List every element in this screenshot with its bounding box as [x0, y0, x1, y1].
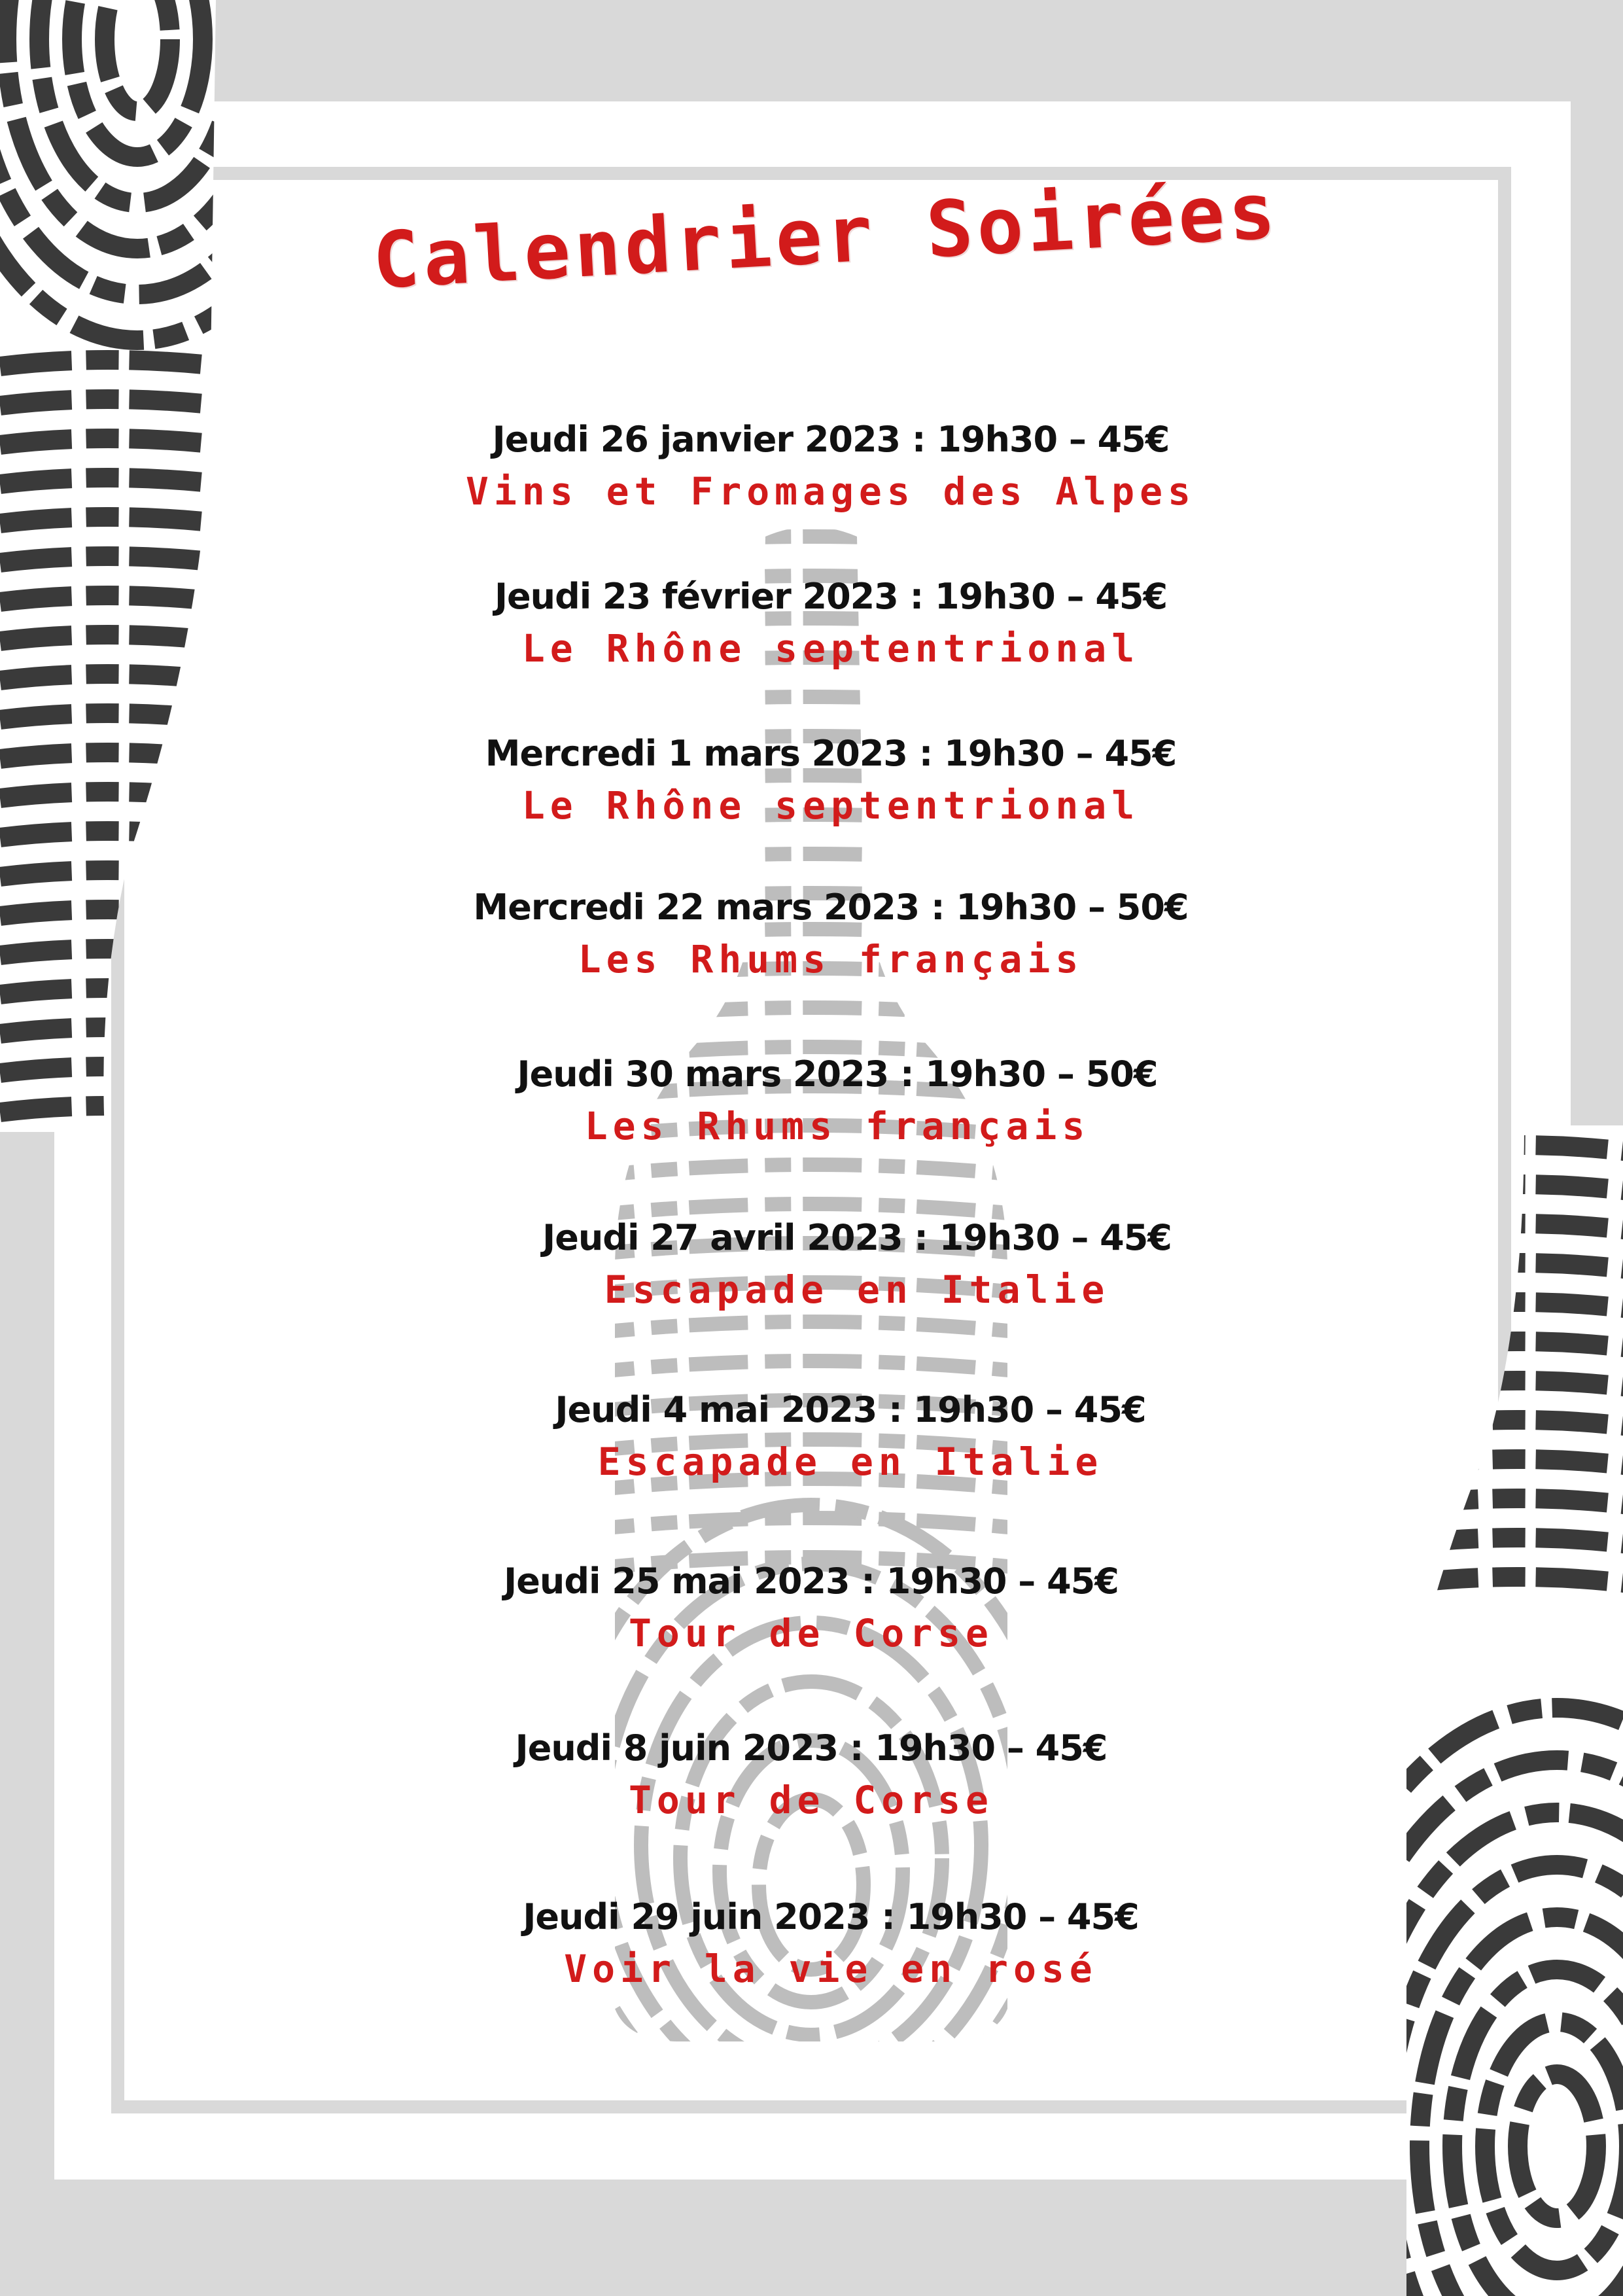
fingerprint-decoration-bottom-right [1406, 1125, 1623, 2296]
event-theme: Les Rhums français [578, 937, 1084, 981]
event-theme: Le Rhône septentrional [521, 783, 1140, 828]
event-item [406, 733, 1256, 828]
event-date: Jeudi 27 avril 2023 : 19h30 – 45€ [542, 1217, 1172, 1258]
event-theme: Vins et Fromages des Alpes [466, 469, 1196, 514]
event-date: Jeudi 4 mai 2023 : 19h30 – 45€ [555, 1389, 1146, 1430]
event-item [386, 1727, 1236, 1822]
event-date: Jeudi 23 février 2023 : 19h30 – 45€ [494, 576, 1168, 617]
fingerprint-decoration-top-left [0, 0, 216, 1132]
event-date: Jeudi 29 juin 2023 : 19h30 – 45€ [523, 1896, 1139, 1937]
event-item [412, 1053, 1263, 1148]
event-item [406, 576, 1256, 671]
event-theme: Tour de Corse [629, 1778, 994, 1822]
event-item [425, 1389, 1276, 1484]
event-theme: Escapade en Italie [604, 1267, 1110, 1312]
event-theme: Voir la vie en rosé [564, 1947, 1098, 1991]
event-item [432, 1217, 1282, 1312]
event-item [406, 419, 1256, 514]
event-date: Mercredi 1 mars 2023 : 19h30 – 45€ [485, 733, 1177, 774]
event-date: Jeudi 30 mars 2023 : 19h30 – 50€ [517, 1053, 1158, 1095]
event-theme: Les Rhums français [584, 1104, 1091, 1148]
event-item [406, 1896, 1256, 1991]
page-title: Calendrier Soirées [370, 165, 1282, 306]
event-item [406, 887, 1256, 981]
event-date: Mercredi 22 mars 2023 : 19h30 – 50€ [473, 887, 1189, 928]
event-theme: Le Rhône septentrional [521, 626, 1140, 671]
event-date: Jeudi 8 juin 2023 : 19h30 – 45€ [515, 1727, 1108, 1769]
event-theme: Escapade en Italie [597, 1439, 1104, 1484]
event-date: Jeudi 25 mai 2023 : 19h30 – 45€ [504, 1561, 1119, 1602]
event-item [386, 1561, 1236, 1655]
event-theme: Tour de Corse [629, 1611, 994, 1655]
event-date: Jeudi 26 janvier 2023 : 19h30 – 45€ [492, 419, 1170, 460]
